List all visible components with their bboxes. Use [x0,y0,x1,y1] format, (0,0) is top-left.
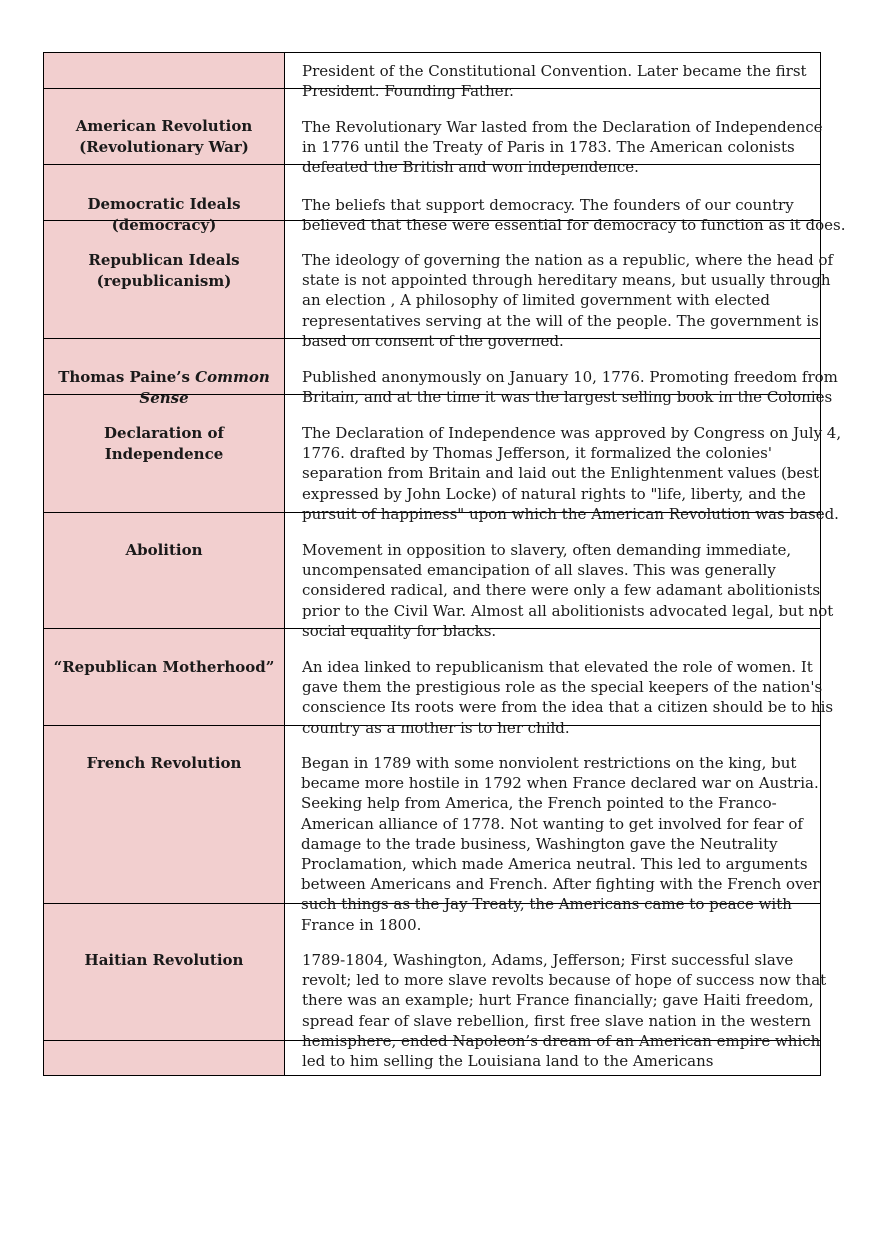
term-cell [33,753,295,774]
term-line: (Revolutionary War) [79,137,249,156]
term-cell [33,540,295,561]
term-line: “Republican Motherhood” [53,658,275,676]
definition-line: gave them the prestigious role as the special keepers of the nation's [302,678,823,697]
term-cell [33,657,295,678]
definition-line: The beliefs that support democracy. The founders of our country [302,196,794,214]
term-line: Independence [104,444,224,463]
definition-line: conscience Its roots were from the idea that a citizen should be to his [302,698,834,717]
term-italic: Sense [139,388,189,407]
definition-line: representatives serving at the will of the people. The government is [302,311,819,330]
definition-line: there was an example; hurt France financially; gave Haiti freedom, [302,991,814,1010]
definition-line: based on consent of the governed. [302,331,564,350]
term-cell [33,423,295,464]
definition-line: country as a mother is to her child. [302,718,570,737]
definition-cell [302,117,832,178]
definition-line: expressed by John Locke) of natural rights to "life, liberty, and the [302,484,806,503]
vocabulary-table [43,52,846,1076]
definition-line: The Revolutionary War lasted from the Declaration of Independence [302,118,823,136]
definition-line: social equality for blacks. [302,621,497,640]
term-prefix: Thomas Paine’s [58,368,196,386]
definition-line: hemisphere, ended Napoleon’s dream of an American empire which [302,1031,821,1050]
term-line [33,388,295,409]
term-cell [33,250,295,291]
definition-cell [302,950,832,1071]
definition-line: Published anonymously on January 10, 1776. Promoting freedom from [302,368,838,386]
definition-line: An idea linked to republicanism that elevated the role of women. It [302,658,813,676]
definition-line: separation from Britain and laid out the Enlightenment values (best [302,464,820,483]
definition-line: President of the Constitutional Convention. Later became the first [302,62,807,80]
definition-line: President. Founding Father. [302,82,514,101]
definition-cell [302,657,832,738]
definition-line: believed that these were essential for democracy to function as it does. [302,216,846,235]
term-line: (democracy) [111,215,217,234]
term-line: (republicanism) [96,271,232,290]
definition-line: France in 1800. [301,915,422,934]
definition-line: such things as the Jay Treaty, the Americans came to peace with [301,895,792,914]
definition-cell [302,540,832,641]
definition-cell [301,753,831,935]
term-cell [33,116,295,157]
term-cell [33,950,295,971]
term-cell [33,367,295,408]
term-italic: Common [195,368,270,386]
definition-line: prior to the Civil War. Almost all abolitionists advocated legal, but not [302,601,834,620]
definition-line: The Declaration of Independence was approved by Congress on July 4, [302,424,842,442]
definition-line: Movement in opposition to slavery, often demanding immediate, [302,541,792,559]
term-line [33,367,295,388]
definition-line: revolt; led to more slave revolts because of hope of success now that [302,971,827,990]
definition-line: damage to the trade business, Washington gave the Neutrality [301,834,778,853]
definition-cell [302,423,842,524]
definition-line: an election , A philosophy of limited government with elected [302,291,771,310]
term-line: Haitian Revolution [84,951,244,969]
definition-line: American alliance of 1778. Not wanting to get involved for fear of [301,814,803,833]
term-line: Republican Ideals [88,251,240,269]
definition-cell [302,195,846,235]
definition-line: uncompensated emancipation of all slaves. This was generally [302,561,776,580]
definition-line: between Americans and French. After fighting with the French over [301,875,820,894]
term-line: Democratic Ideals [87,195,241,213]
definition-line: spread fear of slave rebellion, first free slave nation in the western [302,1011,812,1030]
term-line: Abolition [125,541,203,559]
definition-line: 1789-1804, Washington, Adams, Jefferson; First successful slave [302,951,794,969]
definition-line: Proclamation, which made America neutral. This led to arguments [301,855,808,874]
table-border-top [43,52,821,53]
definition-line: 1776. drafted by Thomas Jefferson, it formalized the colonies' [302,444,772,463]
definition-line: considered radical, and there were only a few adamant abolitionists [302,581,821,600]
definition-line: Britain, and at the time it was the largest selling book in the Colonies [302,388,833,407]
definition-line: Seeking help from America, the French pointed to the Franco- [301,794,777,813]
definition-line: became more hostile in 1792 when France declared war on Austria. [301,774,819,793]
definition-line: state is not appointed through hereditary means, but usually through [302,271,831,290]
definition-line: Began in 1789 with some nonviolent restrictions on the king, but [301,754,797,772]
term-line: Declaration of [104,424,224,442]
term-line: French Revolution [86,754,242,772]
definition-cell [302,250,832,351]
table-border-bottom [43,1075,821,1076]
definition-cell [302,61,832,101]
definition-cell [302,367,838,407]
definition-line: The ideology of governing the nation as a republic, where the head of [302,251,834,269]
term-cell [33,194,295,235]
definition-line: in 1776 until the Treaty of Paris in 1783. The American colonists [302,138,795,157]
term-line: American Revolution [75,117,253,135]
definition-line: defeated the British and won independence. [302,158,639,177]
definition-line: pursuit of happiness" upon which the American Revolution was based. [302,504,839,523]
definition-line: led to him selling the Louisiana land to the Americans [302,1052,714,1071]
